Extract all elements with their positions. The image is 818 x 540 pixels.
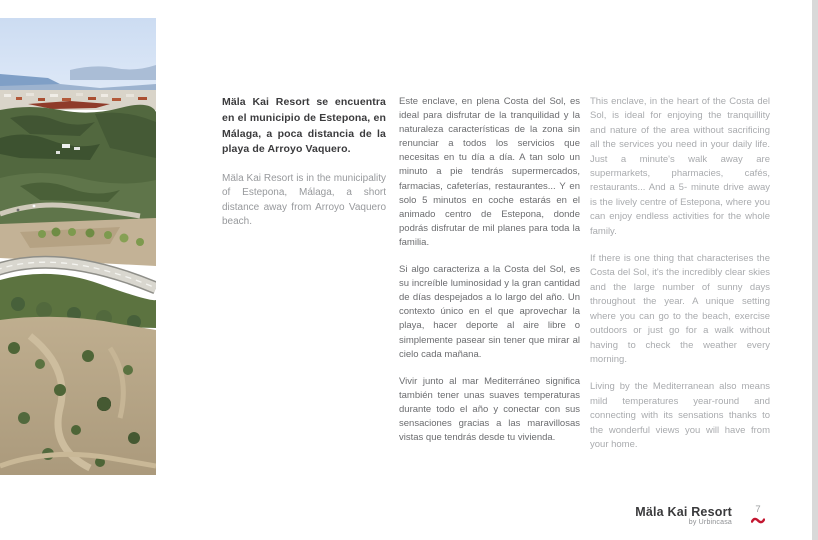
brand-subtitle: by Urbincasa: [688, 519, 732, 526]
en-paragraph-2: If there is one thing that characterises the Costa del Sol, it's the incredibly clear skies and the large number of sunny days throughout the year. A unique setting where you can go to the beach, exercise outdoors or just go for a walk without having to check the weather every morning.: [590, 253, 770, 365]
page-number-value: 7: [755, 504, 761, 515]
body-column-spanish: [399, 95, 580, 458]
es-paragraph-1: Este enclave, en plena Costa del Sol, es ideal para disfrutar de la tranquilidad y la naturaleza características de la zona sin renunciar a todos los servicios que necesitas en tu día a día. A tan solo un minuto a pie tendrás supermercados, farmacias, cafeterías, restaurantes... Y en solo 5 minutos en coche estarás en el animado centro de Estepona, donde podrás disfrutar de mil planes para toda la familia.: [399, 96, 580, 248]
es-paragraph-3: Vivir junto al mar Mediterráneo significa también tener unas suaves temperaturas durante todo el año y conectar con sus sensaciones gracias a las maravillosas vistas que tendrás desde tu vivienda.: [399, 375, 580, 444]
brand-logo: [608, 505, 732, 527]
brand-name: Mäla Kai Resort: [635, 505, 732, 519]
aerial-photo-art: [0, 18, 156, 475]
es-paragraph-2: Si algo caracteriza a la Costa del Sol, es su increíble luminosidad y la gran cantidad de días despejados a lo largo del año. Un contexto único en el que aprovechar la playa, hacer deporte al aire libre o simplemente pasear sin tener que mirar al cielo cada mañana.: [399, 264, 580, 360]
page-number: [749, 504, 767, 524]
en-paragraph-1: This enclave, in the heart of the Costa del Sol, is ideal for enjoying the tranquillity and nature of the area without sacrificing all the services you need in your daily life. Just a minute's walk away are supermarkets, pharmacies, cafés, restaurants... And a 5- minute drive away is the lively centre of Estepona, where you can enjoy endless activities for the whole family.: [590, 96, 770, 237]
intro-paragraph-en: Mäla Kai Resort is in the municipality of Estepona, Málaga, a short distance away from Arroyo Vaquero beach.: [222, 173, 386, 228]
aerial-photo: [0, 18, 156, 475]
brand-tilde-icon: [751, 517, 765, 524]
intro-paragraph-es: Mäla Kai Resort se encuentra en el municipio de Estepona, en Málaga, a poca distancia de la playa de Arroyo Vaquero.: [222, 96, 386, 156]
body-column-english: [590, 95, 770, 465]
en-paragraph-3: Living by the Mediterranean also means mild temperatures year-round and connecting with its sensations thanks to the wonderful views you will have from your home.: [590, 381, 770, 450]
intro-column: [222, 95, 386, 242]
viewer-edge: [812, 0, 818, 540]
